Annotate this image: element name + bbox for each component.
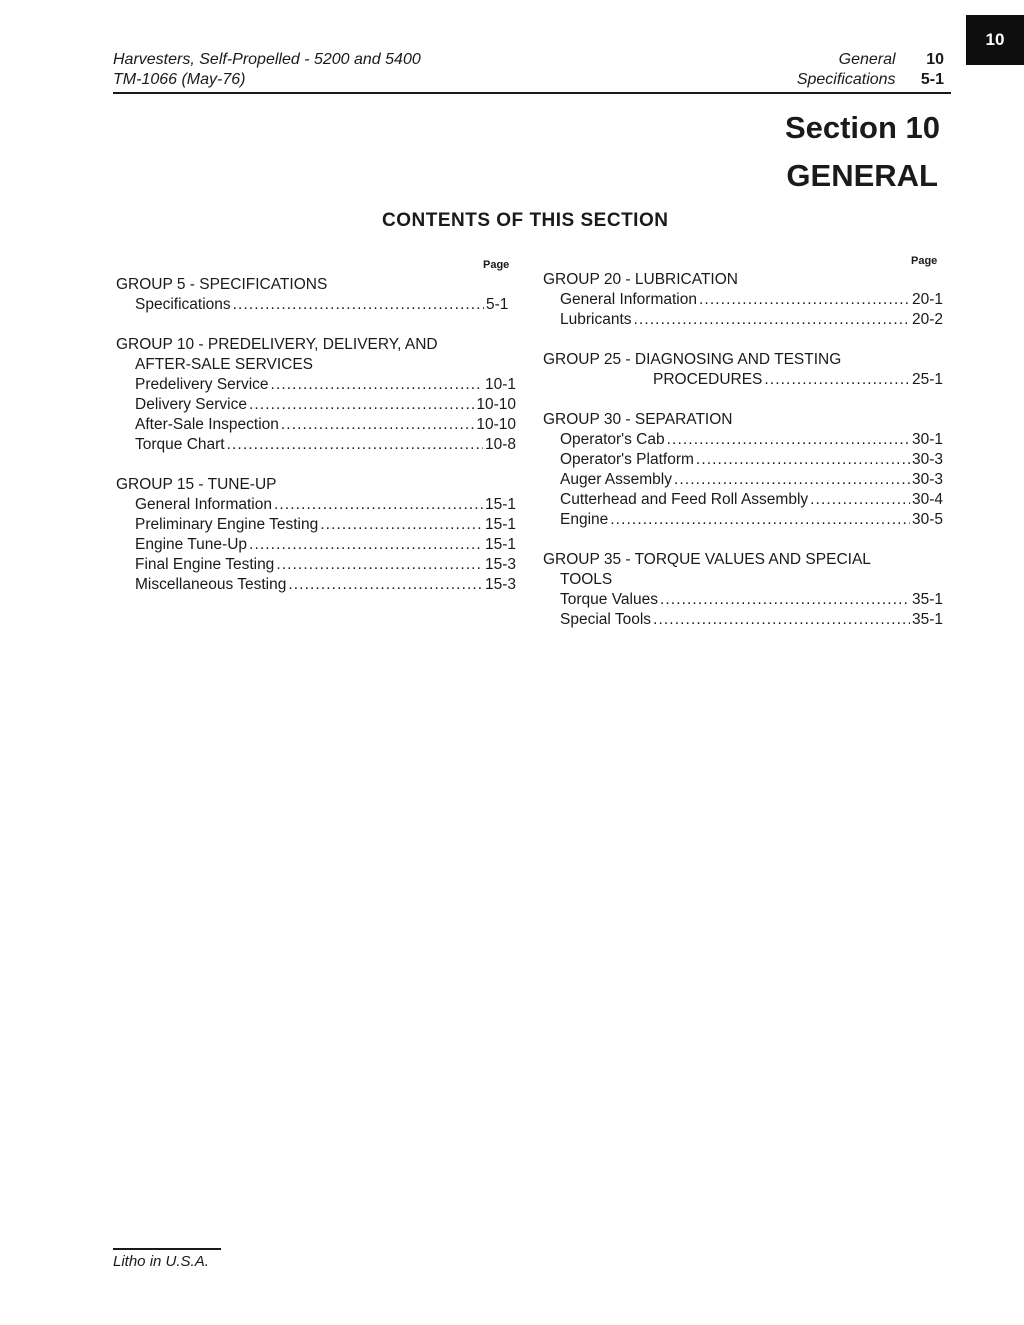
toc-leader-dots: [249, 395, 474, 415]
toc-leader-dots: [610, 510, 910, 530]
toc-entry-label: Torque Chart: [135, 436, 225, 453]
footer-rule: [113, 1248, 221, 1250]
toc-entry[interactable]: [116, 575, 516, 595]
toc-group-title: GROUP 10 - PREDELIVERY, DELIVERY, AND: [116, 336, 438, 353]
toc-entry-page: 10-10: [476, 396, 516, 413]
toc-leader-dots: [653, 610, 910, 630]
contents-title: CONTENTS OF THIS SECTION: [382, 210, 669, 231]
toc-entry-label: Delivery Service: [135, 396, 247, 413]
toc-entry[interactable]: [543, 490, 943, 510]
toc-group: [543, 410, 943, 530]
toc-entry-page: 15-3: [484, 576, 516, 593]
toc-entry[interactable]: [543, 610, 943, 630]
toc-entry[interactable]: [543, 510, 943, 530]
section-title: Section 10: [784, 110, 940, 145]
toc-entry-page: 15-1: [484, 536, 516, 553]
toc-leader-dots: [674, 470, 910, 490]
toc-entry[interactable]: [543, 430, 943, 450]
toc-entry-label: After-Sale Inspection: [135, 416, 279, 433]
footer-litho: Litho in U.S.A.: [113, 1253, 209, 1270]
toc-group-title: GROUP 15 - TUNE-UP: [116, 476, 277, 493]
header-manual-code: TM-1066 (May-76): [113, 71, 246, 88]
toc-entry[interactable]: [116, 375, 516, 395]
toc-entry-page: 30-1: [911, 431, 943, 448]
toc-entry[interactable]: [543, 370, 943, 390]
toc-entry[interactable]: [116, 535, 516, 555]
toc-entry-label: Lubricants: [560, 311, 632, 328]
toc-entry-page: 20-1: [911, 291, 943, 308]
left-contents-column: [116, 275, 516, 615]
toc-group-title: GROUP 20 - LUBRICATION: [543, 271, 738, 288]
toc-entry-page: 10-8: [484, 436, 516, 453]
toc-group-title: GROUP 25 - DIAGNOSING AND TESTING: [543, 351, 842, 368]
toc-entry[interactable]: [116, 555, 516, 575]
toc-entry-label: Operator's Cab: [560, 431, 665, 448]
toc-entry[interactable]: [543, 290, 943, 310]
toc-group: [543, 270, 943, 330]
toc-entry[interactable]: [116, 515, 516, 535]
toc-entry-page: 20-2: [911, 311, 943, 328]
toc-leader-dots: [696, 450, 910, 470]
toc-entry-label: Engine: [560, 511, 609, 528]
toc-entry-page: 35-1: [911, 591, 943, 608]
toc-leader-dots: [249, 535, 483, 555]
toc-entry-label: Torque Values: [560, 591, 658, 608]
toc-entry-label: General Information: [560, 291, 697, 308]
header-rule: [113, 92, 951, 94]
toc-entry-page: 15-1: [484, 516, 516, 533]
toc-entry[interactable]: [116, 415, 516, 435]
toc-entry-page: 15-1: [484, 496, 516, 513]
toc-group-title: GROUP 35 - TORQUE VALUES AND SPECIAL: [543, 551, 871, 568]
toc-group: [543, 550, 943, 630]
toc-group-title-continued: TOOLS: [560, 571, 613, 588]
toc-entry[interactable]: [543, 310, 943, 330]
toc-group-title-continued: AFTER-SALE SERVICES: [135, 356, 314, 373]
header-group-label: Specifications: [796, 71, 896, 88]
toc-leader-dots: [274, 495, 483, 515]
toc-entry[interactable]: [543, 590, 943, 610]
header-section-label: General: [838, 51, 896, 68]
header-manual-title: [113, 50, 421, 90]
toc-group: [116, 275, 516, 315]
toc-leader-dots: [288, 575, 483, 595]
toc-entry-label: Auger Assembly: [560, 471, 672, 488]
toc-entry-label: Preliminary Engine Testing: [135, 516, 319, 533]
toc-entry-page: 30-5: [911, 511, 943, 528]
right-page-label: Page: [911, 255, 938, 267]
section-tab: 10: [966, 15, 1024, 65]
header-section-number: 10: [926, 51, 944, 68]
section-subtitle: GENERAL: [786, 158, 938, 193]
toc-entry-page: 5-1: [486, 296, 509, 313]
toc-leader-dots: [667, 430, 910, 450]
toc-entry-label: Predelivery Service: [135, 376, 269, 393]
header-page-number: 5-1: [920, 71, 944, 88]
toc-entry-page: 10-1: [484, 376, 516, 393]
toc-leader-dots: [281, 415, 474, 435]
toc-entry-label: Specifications: [135, 296, 231, 313]
toc-entry-label: Final Engine Testing: [135, 556, 275, 573]
toc-leader-dots: [271, 375, 483, 395]
toc-entry-page: 15-3: [484, 556, 516, 573]
toc-entry-page: 30-4: [911, 491, 943, 508]
toc-entry-page: 30-3: [911, 451, 943, 468]
toc-leader-dots: [276, 555, 483, 575]
right-contents-column: [543, 270, 943, 650]
toc-group: [116, 475, 516, 595]
left-page-label: Page: [483, 259, 510, 271]
toc-entry[interactable]: [543, 450, 943, 470]
toc-group: [116, 335, 516, 455]
toc-entry-label: Engine Tune-Up: [135, 536, 248, 553]
toc-entry-label: Special Tools: [560, 611, 652, 628]
header-section-ref: [797, 50, 944, 90]
toc-entry[interactable]: [543, 470, 943, 490]
toc-group-title: GROUP 30 - SEPARATION: [543, 411, 733, 428]
toc-entry-label: Operator's Platform: [560, 451, 694, 468]
toc-entry[interactable]: [116, 495, 516, 515]
header-section-line: [797, 50, 944, 70]
toc-leader-dots: [810, 490, 910, 510]
toc-entry-label: Cutterhead and Feed Roll Assembly: [560, 491, 809, 508]
toc-entry-page: 10-10: [476, 416, 516, 433]
toc-entry-page: 25-1: [911, 371, 943, 388]
header-group-line: [797, 70, 944, 90]
toc-entry-label: PROCEDURES: [653, 371, 763, 388]
toc-entry[interactable]: [116, 295, 516, 315]
toc-leader-dots: [320, 515, 483, 535]
toc-leader-dots: [699, 290, 910, 310]
toc-entry-label: General Information: [135, 496, 272, 513]
toc-entry[interactable]: [116, 435, 516, 455]
toc-entry[interactable]: [116, 395, 516, 415]
toc-leader-dots: [227, 435, 483, 455]
toc-leader-dots: [764, 370, 910, 390]
toc-entry-label: Miscellaneous Testing: [135, 576, 287, 593]
toc-leader-dots: [660, 590, 910, 610]
toc-entry-page: 35-1: [911, 611, 943, 628]
toc-entry-page: 30-3: [911, 471, 943, 488]
toc-group: [543, 350, 943, 390]
toc-leader-dots: [634, 310, 910, 330]
header-manual-name: Harvesters, Self-Propelled - 5200 and 5400: [113, 51, 421, 68]
toc-leader-dots: [233, 295, 484, 315]
toc-group-title: GROUP 5 - SPECIFICATIONS: [116, 276, 328, 293]
